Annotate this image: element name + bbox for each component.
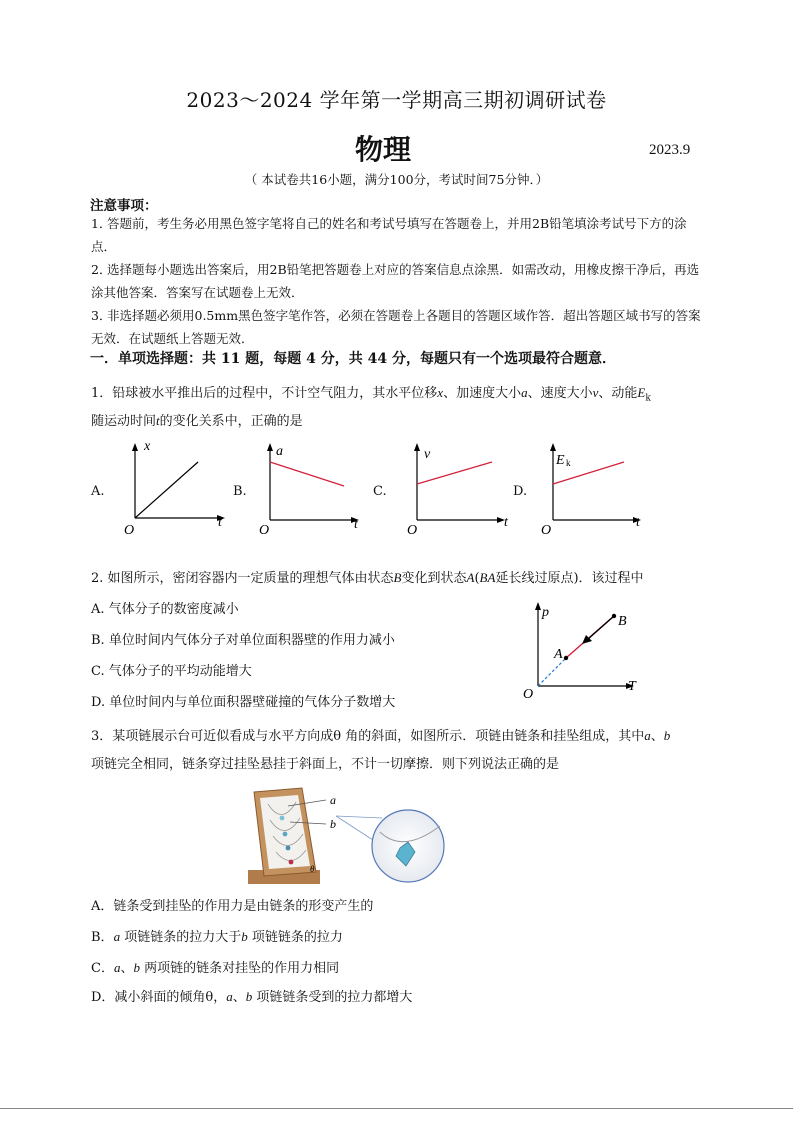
note-text: 选择题每小题选出答案后，用2B铅笔把答题卷上对应的答案信息点涂黑．如需改动，用橡皮擦干净后，再选涂其他答案．答案写在试题卷上无效． xyxy=(91,262,700,300)
pendant-icon xyxy=(280,816,285,821)
process-arrow-shaft xyxy=(588,616,614,639)
option-var: a xyxy=(113,929,121,944)
option-text: 项链链条受到的拉力都增大 xyxy=(256,990,413,1005)
zoom-connector xyxy=(336,816,376,842)
question-3-line-1 xyxy=(91,725,670,744)
q1-var-t: t xyxy=(156,413,160,428)
graph-line xyxy=(417,462,492,484)
exam-info: （ 本试卷共16小题，满分100分，考试时间75分钟．） xyxy=(244,172,549,187)
question-2-stem xyxy=(91,567,644,586)
label-b: b xyxy=(330,817,336,831)
q2-option-c: C. 气体分子的平均动能增大 xyxy=(91,664,252,679)
question-1-line-1 xyxy=(91,382,651,404)
question-1-line-2 xyxy=(91,410,303,429)
point-b xyxy=(612,614,616,618)
q1-option-d-label: D. xyxy=(513,484,528,499)
q1-text: 随运动时间 xyxy=(91,414,157,429)
y-label: E xyxy=(556,453,565,468)
q1-text: 、加速度大小 xyxy=(443,386,522,401)
note-item-1 xyxy=(91,212,711,258)
note-number: 1． xyxy=(91,216,112,231)
p-label: p xyxy=(542,605,549,620)
option-text: B． xyxy=(91,930,114,945)
extension-dashed-line xyxy=(538,658,566,686)
y-label: a xyxy=(276,444,283,459)
origin-label: O xyxy=(407,523,418,538)
p-axis-arrow xyxy=(535,602,541,610)
q1-text: 1．铅球被水平推出后的过程中，不计空气阻力，其水平位移 xyxy=(91,386,438,401)
q2-option-d: D. 单位时间内与单位面积器壁碰撞的气体分子数增大 xyxy=(91,695,396,710)
label-theta: θ xyxy=(310,864,315,874)
q1-var-x: x xyxy=(437,385,444,400)
x-label: t xyxy=(504,515,508,530)
option-var: b xyxy=(241,929,248,944)
b-label: B xyxy=(618,614,627,629)
page-bottom-divider xyxy=(0,1108,793,1109)
q3-option-b xyxy=(91,926,343,945)
q1-option-c-label: C. xyxy=(373,484,387,499)
origin-label: O xyxy=(124,523,135,538)
q1-text: 、速度大小 xyxy=(527,386,593,401)
q3-text: 、 xyxy=(650,729,664,744)
q1-var-a: a xyxy=(521,385,528,400)
option-text: 两项链的链条对挂坠的作用力相同 xyxy=(144,961,340,976)
option-var: b xyxy=(245,989,253,1004)
origin-label: O xyxy=(523,687,534,702)
q2-text: 延长线过原点)．该过程中 xyxy=(495,571,644,586)
zoom-connector xyxy=(336,816,382,818)
notes-heading: 注意事项： xyxy=(90,198,158,214)
origin-label: O xyxy=(541,523,552,538)
q2-text: 变化到状态 xyxy=(401,571,467,586)
q3-option-c xyxy=(91,957,339,976)
q1-option-a-label: A. xyxy=(91,484,105,499)
y-axis-arrow xyxy=(132,443,138,451)
x-label: t xyxy=(354,517,358,532)
y-axis-arrow xyxy=(267,443,273,451)
origin-label: O xyxy=(259,523,270,538)
q1-graph-c xyxy=(400,438,515,538)
pendant-icon xyxy=(289,860,294,865)
note-number: 3． xyxy=(91,308,112,323)
q1-var-v: v xyxy=(592,385,599,400)
q3-var-b: b xyxy=(663,728,671,743)
subject-title: 物理 xyxy=(355,133,412,166)
y-axis-arrow xyxy=(414,443,420,451)
q2-var-b: B xyxy=(393,570,402,585)
q2-text: ( xyxy=(474,571,480,586)
option-text: 项链链条的拉力 xyxy=(251,930,343,945)
t-label: T xyxy=(628,679,636,694)
y-label: v xyxy=(424,447,431,462)
q2-var-ba: BA xyxy=(479,570,496,585)
option-text: 项链链条的拉力大于 xyxy=(124,930,242,945)
option-text: D．减小斜面的倾角θ， xyxy=(91,990,227,1005)
a-label: A xyxy=(554,647,563,662)
y-label-sub: k xyxy=(566,458,571,468)
q3-option-d xyxy=(91,986,412,1005)
q3-text: 3．某项链展示台可近似看成与水平方向成θ 角的斜面，如图所示．项链由链条和挂坠组成，其中 xyxy=(91,729,645,744)
q2-option-b: B. 单位时间内气体分子对单位面积器壁的作用力减小 xyxy=(91,633,395,648)
q2-option-a: A. 气体分子的数密度减小 xyxy=(91,602,239,617)
pendant-icon xyxy=(283,832,288,837)
x-label: t xyxy=(218,515,222,530)
q2-var-a: A xyxy=(466,570,475,585)
exam-date: 2023.9 xyxy=(649,142,691,158)
point-a xyxy=(564,656,568,660)
q1-text: 、动能 xyxy=(598,386,638,401)
pendant-icon xyxy=(286,846,291,851)
q1-var-ek-sub: k xyxy=(645,393,651,404)
option-var: a xyxy=(226,989,233,1004)
q1-text: 的变化关系中，正确的是 xyxy=(159,414,303,429)
option-text: C． xyxy=(91,961,114,976)
option-text: 、 xyxy=(232,990,246,1005)
q3-var-a: a xyxy=(644,728,651,743)
q3-necklace-figure xyxy=(240,782,450,890)
y-label: x xyxy=(144,439,151,454)
note-text: 非选择题必须用0.5mm黑色签字笔作答，必须在答题卷上各题目的答题区域作答．超出答题区域书写的答案无效．在试题纸上答题无效． xyxy=(91,308,701,346)
note-item-3 xyxy=(91,304,711,350)
note-number: 2． xyxy=(91,262,112,277)
question-3-line-2: 项链完全相同，链条穿过挂坠悬挂于斜面上，不计一切摩擦．则下列说法正确的是 xyxy=(91,757,560,772)
x-label: t xyxy=(636,515,640,530)
note-text: 答题前，考生务必用黑色签字笔将自己的姓名和考试号填写在答题卷上，并用2B铅笔填涂考试号下方的涂点． xyxy=(91,216,687,254)
label-a: a xyxy=(330,793,336,807)
q2-text: 2. 如图所示，密闭容器内一定质量的理想气体由状态 xyxy=(91,571,394,586)
note-item-2 xyxy=(91,258,711,304)
graph-line xyxy=(270,462,344,486)
q3-option-a: A．链条受到挂坠的作用力是由链条的形变产生的 xyxy=(91,899,374,914)
q2-pt-graph xyxy=(518,598,648,703)
option-var: b xyxy=(133,960,140,975)
q1-var-ek: E xyxy=(637,385,646,400)
q1-graph-a xyxy=(118,438,228,538)
exam-title: 2023～2024 学年第一学期高三期初调研试卷 xyxy=(186,88,607,112)
q1-graph-d xyxy=(538,438,653,538)
option-text: 、 xyxy=(120,961,134,976)
y-axis-arrow xyxy=(550,443,556,451)
graph-line xyxy=(135,462,198,518)
q1-option-b-label: B. xyxy=(233,484,247,499)
q1-graph-b xyxy=(256,438,366,538)
section-heading: 一．单项选择题：共 11 题，每题 4 分，共 44 分，每题只有一个选项最符合题意． xyxy=(90,351,616,367)
option-var: a xyxy=(113,960,121,975)
